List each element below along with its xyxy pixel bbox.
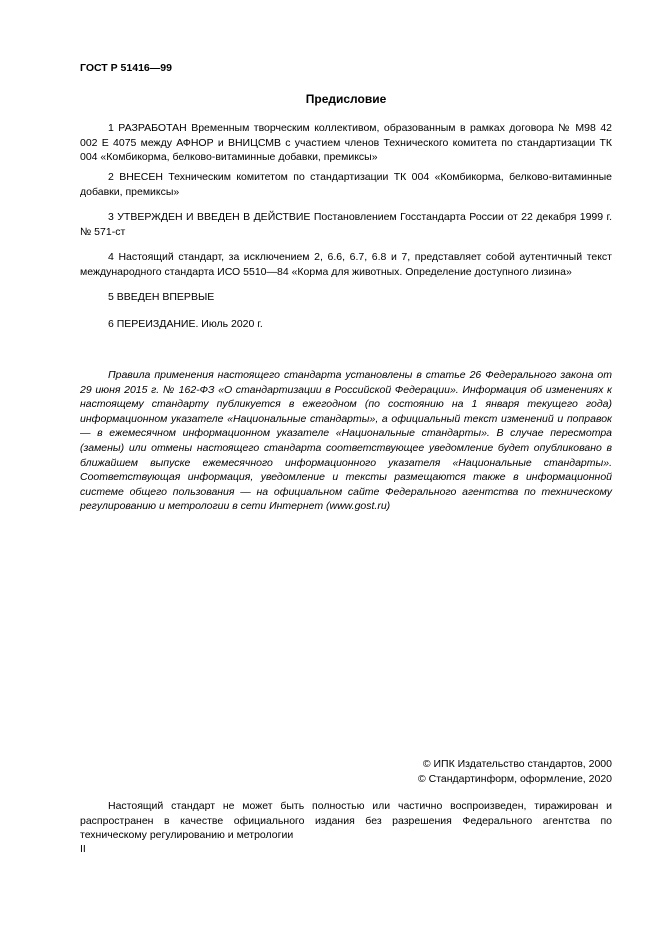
preface-item-3: 3 УТВЕРЖДЕН И ВВЕДЕН В ДЕЙСТВИЕ Постановлением Госстандарта России от 22 декабря 1999 г. № 571-ст [80, 211, 612, 238]
preface-item-4: 4 Настоящий стандарт, за исключением 2, 6.6, 6.7, 6.8 и 7, представляет собой аутентичный текст международного стандарта ИСО 5510—84 «Корма для животных. Определение доступного лизина» [80, 251, 612, 278]
preface-item-1: 1 РАЗРАБОТАН Временным творческим коллективом, образованным в рамках договора № М98 42 002 Е 4075 между АФНОР и ВНИЦСМВ с участием членов Технического комитета по стандартизации ТК 004 «Комбикорма, белково-витаминные добавки, премиксы» [80, 122, 612, 164]
copyright-line: © ИПК Издательство стандартов, 2000 [422, 758, 612, 770]
copyright-line: © Стандартинформ, оформление, 2020 [417, 773, 612, 785]
page-title: Предисловие [305, 92, 387, 106]
reproduction-notice: Настоящий стандарт не может быть полностью или частично воспроизведен, тиражирован и распространен в качестве официального издания без разрешения Федерального агентства по техническому регулированию и метрологии [80, 800, 612, 842]
legal-notice: Правила применения настоящего стандарта установлены в статье 26 Федерального закона от 29 июня 2015 г. № 162-ФЗ «О стандартизации в Российской Федерации». Информация об изменениях к настоящему стандарту публикуется в ежегодном (по состоянию на 1 января текущего года) информационном указателе «Национальные стандарты», а официальный текст изменений и поправок — в ежемесячном информационном указателе «Национальные стандарты». В случае пересмотра (замены) или отмены настоящего стандарта соответствующее уведомление будет опубликовано в ближайшем выпуске ежемесячного информационного указателя «Национальные стандарты». Соответствующая информация, уведомление и тексты размещаются также в информационной системе общего пользования — на официальном сайте Федерального агентства по техническому регулированию и метрологии в сети Интернет (www.gost.ru) [80, 369, 612, 513]
preface-item-6: 6 ПЕРЕИЗДАНИЕ. Июль 2020 г. [108, 318, 263, 330]
document-code: ГОСТ Р 51416—99 [80, 62, 172, 74]
page-number: II [80, 843, 86, 855]
preface-item-2: 2 ВНЕСЕН Техническим комитетом по стандартизации ТК 004 «Комбикорма, белково-витаминные добавки, премиксы» [80, 171, 612, 198]
preface-item-5: 5 ВВЕДЕН ВПЕРВЫЕ [108, 291, 215, 303]
copyright-block [418, 757, 612, 787]
